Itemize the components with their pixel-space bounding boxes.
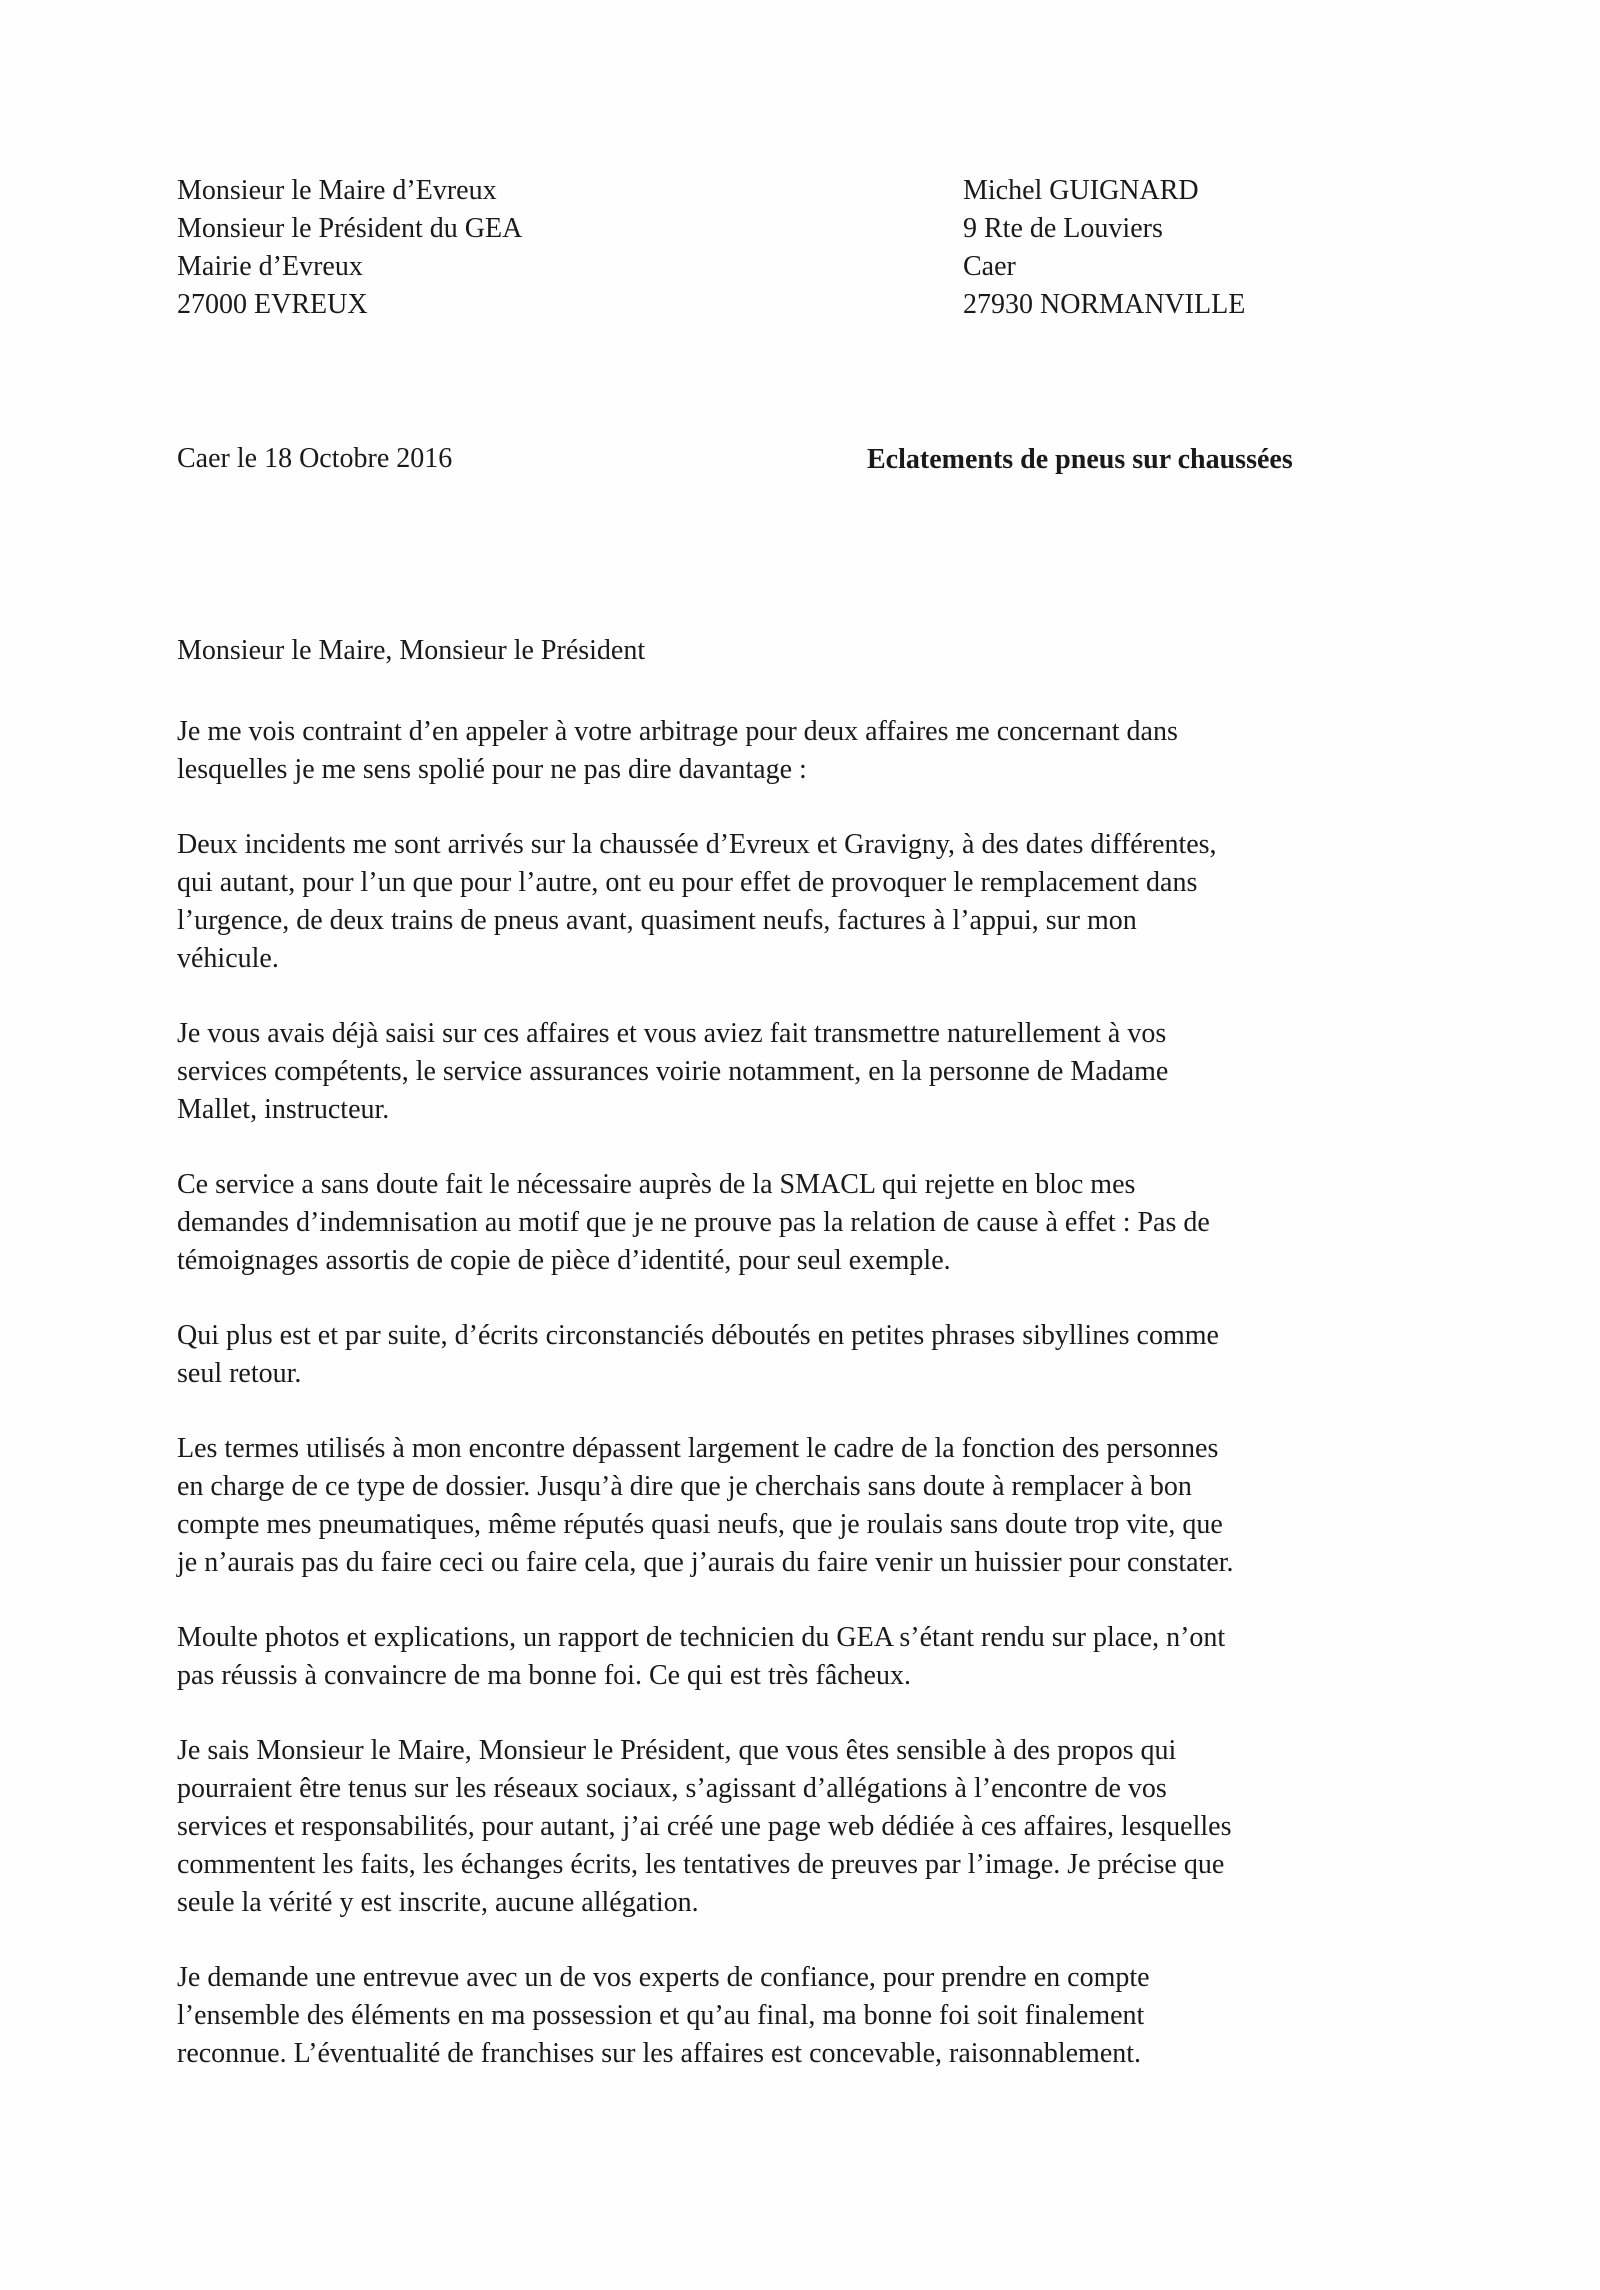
letter-date: Caer le 18 Octobre 2016	[177, 443, 453, 474]
salutation: Monsieur le Maire, Monsieur le Président	[177, 635, 646, 666]
sender-line: Caer	[963, 251, 1016, 282]
body-paragraph	[177, 1619, 1437, 1695]
paragraph-line: commentent les faits, les échanges écrits, les tentatives de preuves par l’image. Je précise que	[177, 1849, 1225, 1880]
paragraph-line: demandes d’indemnisation au motif que je ne prouve pas la relation de cause à effet : Pas de	[177, 1207, 1210, 1238]
body-paragraph	[177, 713, 1437, 789]
paragraph-line: pourraient être tenus sur les réseaux sociaux, s’agissant d’allégations à l’encontre de vos	[177, 1773, 1167, 1804]
paragraph-line: Je demande une entrevue avec un de vos experts de confiance, pour prendre en compte	[177, 1962, 1150, 1993]
body-paragraph	[177, 1166, 1437, 1280]
paragraph-line: services compétents, le service assurances voirie notamment, en la personne de Madame	[177, 1056, 1169, 1087]
sender-line: 9 Rte de Louviers	[963, 213, 1163, 244]
paragraph-line: je n’aurais pas du faire ceci ou faire cela, que j’aurais du faire venir un huissier pour constater.	[177, 1547, 1234, 1578]
paragraph-line: lesquelles je me sens spolié pour ne pas dire davantage :	[177, 754, 807, 785]
paragraph-line: Les termes utilisés à mon encontre dépassent largement le cadre de la fonction des personnes	[177, 1433, 1219, 1464]
paragraph-line: Moulte photos et explications, un rapport de technicien du GEA s’étant rendu sur place, n’ont	[177, 1622, 1226, 1653]
paragraph-line: reconnue. L’éventualité de franchises sur les affaires est concevable, raisonnablement.	[177, 2038, 1142, 2069]
body-paragraph	[177, 826, 1437, 978]
paragraph-line: en charge de ce type de dossier. Jusqu’à dire que je cherchais sans doute à remplacer à bon	[177, 1471, 1192, 1502]
letter-subject: Eclatements de pneus sur chaussées	[867, 444, 1293, 475]
paragraph-line: l’urgence, de deux trains de pneus avant, quasiment neufs, factures à l’appui, sur mon	[177, 905, 1137, 936]
sender-line: Michel GUIGNARD	[963, 175, 1199, 206]
paragraph-line: véhicule.	[177, 943, 279, 974]
paragraph-line: Je sais Monsieur le Maire, Monsieur le Président, que vous êtes sensible à des propos qui	[177, 1735, 1177, 1766]
body-paragraph	[177, 1430, 1437, 1582]
paragraph-line: témoignages assortis de copie de pièce d’identité, pour seul exemple.	[177, 1245, 951, 1276]
sender-line: 27930 NORMANVILLE	[963, 289, 1246, 320]
paragraph-line: compte mes pneumatiques, même réputés quasi neufs, que je roulais sans doute trop vite, que	[177, 1509, 1223, 1540]
paragraph-line: Qui plus est et par suite, d’écrits circonstanciés déboutés en petites phrases sibyllines comme	[177, 1320, 1219, 1351]
paragraph-line: seul retour.	[177, 1358, 302, 1389]
body-paragraph	[177, 1317, 1437, 1393]
sender-address	[963, 172, 1245, 324]
paragraph-line: l’ensemble des éléments en ma possession et qu’au final, ma bonne foi soit finalement	[177, 2000, 1145, 2031]
paragraph-line: services et responsabilités, pour autant, j’ai créé une page web dédiée à ces affaires, lesquelles	[177, 1811, 1232, 1842]
paragraph-line: Deux incidents me sont arrivés sur la chaussée d’Evreux et Gravigny, à des dates différentes,	[177, 829, 1217, 860]
paragraph-line: pas réussis à convaincre de ma bonne foi. Ce qui est très fâcheux.	[177, 1660, 911, 1691]
paragraph-line: Je me vois contraint d’en appeler à votre arbitrage pour deux affaires me concernant dans	[177, 716, 1178, 747]
body-paragraph	[177, 1015, 1437, 1129]
recipient-address	[177, 172, 522, 324]
paragraph-line: Je vous avais déjà saisi sur ces affaires et vous aviez fait transmettre naturellement à vos	[177, 1018, 1167, 1049]
paragraph-line: Mallet, instructeur.	[177, 1094, 390, 1125]
body-paragraph	[177, 1959, 1437, 2073]
recipient-line: 27000 EVREUX	[177, 289, 368, 320]
recipient-line: Mairie d’Evreux	[177, 251, 363, 282]
paragraph-line: seule la vérité y est inscrite, aucune allégation.	[177, 1887, 699, 1918]
letter-body	[177, 713, 1437, 2110]
recipient-line: Monsieur le Maire d’Evreux	[177, 175, 497, 206]
recipient-line: Monsieur le Président du GEA	[177, 213, 523, 244]
body-paragraph	[177, 1732, 1437, 1922]
paragraph-line: qui autant, pour l’un que pour l’autre, ont eu pour effet de provoquer le remplacement dans	[177, 867, 1198, 898]
paragraph-line: Ce service a sans doute fait le nécessaire auprès de la SMACL qui rejette en bloc mes	[177, 1169, 1136, 1200]
